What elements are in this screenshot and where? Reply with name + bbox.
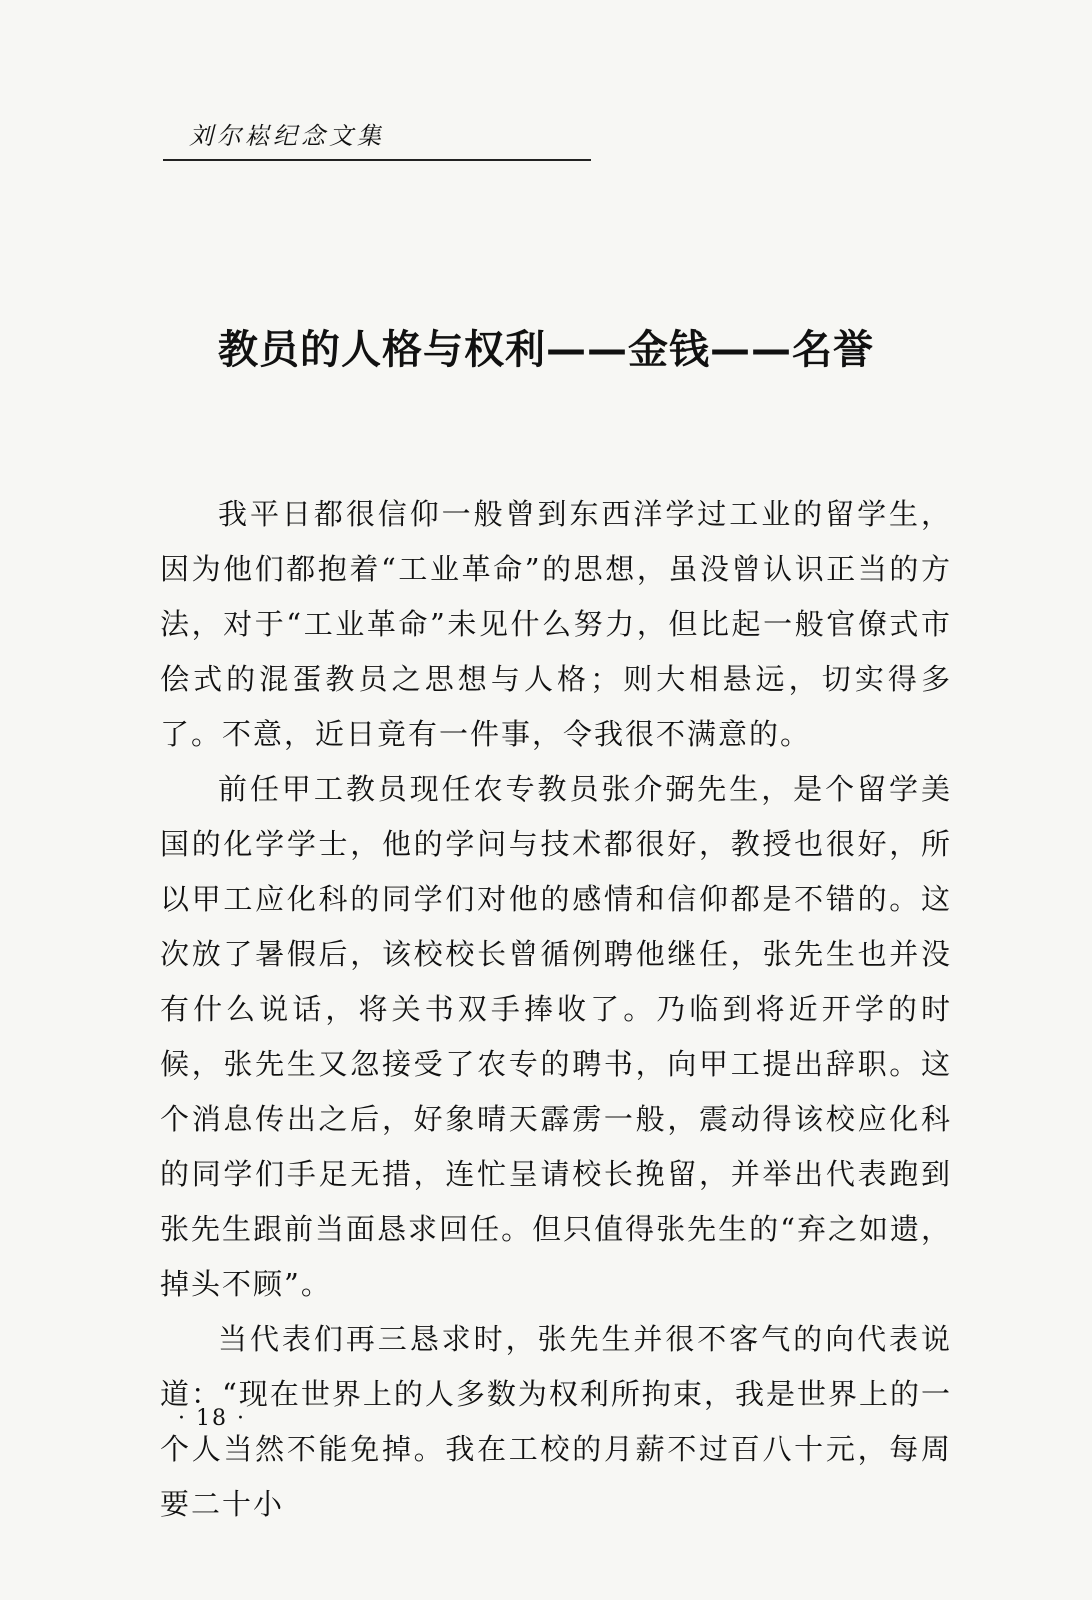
article-title: 教员的人格与权利——金钱——名誉 bbox=[218, 327, 874, 373]
running-title: 刘尔崧纪念文集 bbox=[189, 122, 385, 150]
header-rule bbox=[163, 159, 591, 161]
page-number: · 18 · bbox=[178, 1406, 246, 1431]
paragraph-2: 前任甲工教员现任农专教员张介弼先生，是个留学美国的化学学士，他的学问与技术都很好，教授也很好，所以甲工应化科的同学们对他的感情和信仰都是不错的。这次放了暑假后，该校校长曾循例聘他继任，张先生也并没有什么说话，将关书双手捧收了。乃临到将近开学的时候，张先生又忽接受了农专的聘书，向甲工提出辞职。这个消息传出之后，好象晴天霹雳一般，震动得该校应化科的同学们手足无措，连忙呈请校长挽留，并举出代表跑到张先生跟前当面恳求回任。但只值得张先生的“弃之如遗，掉头不顾”。 bbox=[160, 772, 952, 1301]
paragraph-1: 我平日都很信仰一般曾到东西洋学过工业的留学生，因为他们都抱着“工业革命”的思想，虽没曾认识正当的方法，对于“工业革命”未见什么努力，但比起一般官僚式市侩式的混蛋教员之思想与人格；则大相悬远，切实得多了。不意，近日竟有一件事，令我很不满意的。 bbox=[160, 497, 952, 751]
paragraph-3: 当代表们再三恳求时，张先生并很不客气的向代表说道：“现在世界上的人多数为权利所拘束，我是世界上的一个人当然不能免掉。我在工校的月薪不过百八十元，每周要二十小 bbox=[160, 1322, 952, 1521]
article-body bbox=[160, 487, 952, 1532]
running-header bbox=[163, 117, 591, 161]
